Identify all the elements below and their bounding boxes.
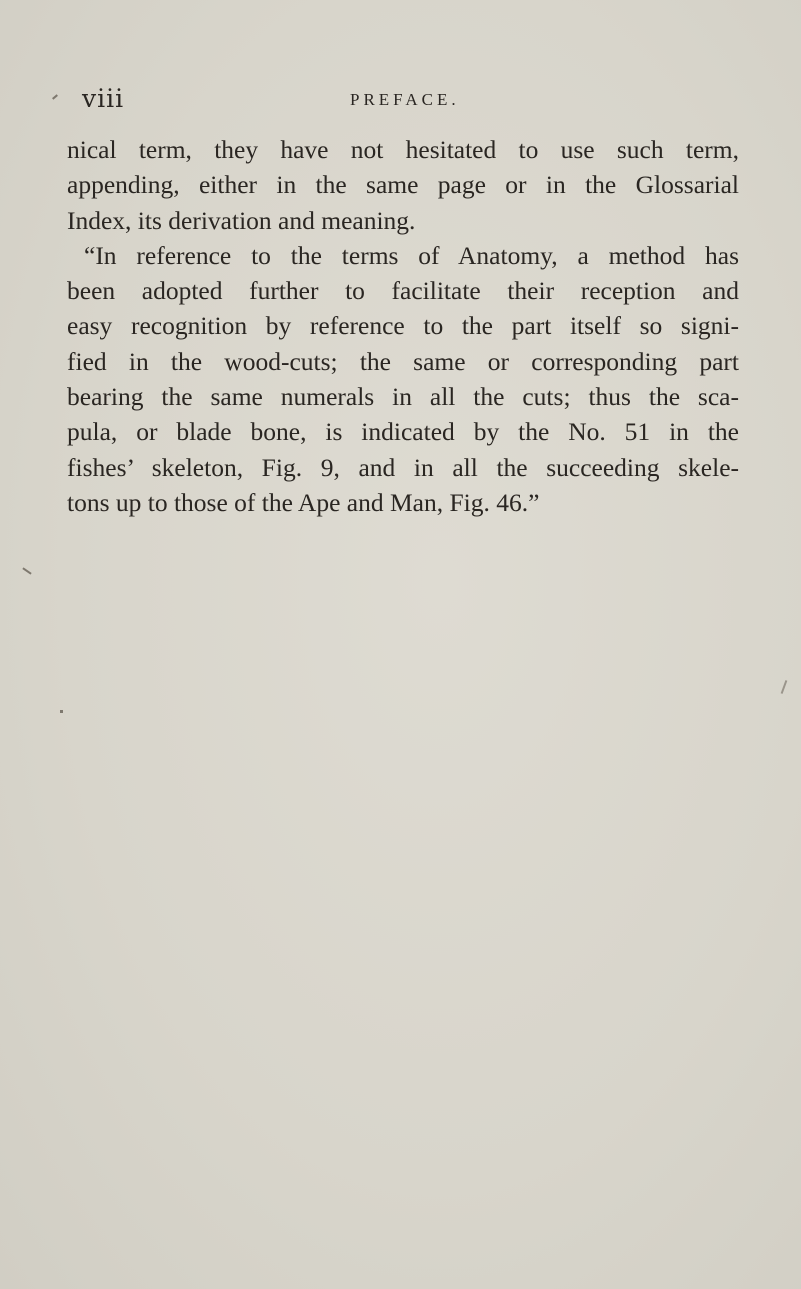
text-line: appending, either in the same page or in the Glossarial — [67, 170, 739, 200]
paper-speck — [22, 567, 31, 574]
paper-speck — [60, 710, 63, 713]
text-line: nical term, they have not hesitated to use such term, — [67, 135, 739, 164]
paper-speck — [781, 680, 788, 694]
text-line: fied in the wood-cuts; the same or corresponding part — [67, 346, 739, 376]
text-line: tons up to those of the Ape and Man, Fig. 46.” — [67, 487, 540, 517]
body-text — [67, 132, 739, 520]
text-line: Index, its derivation and meaning. — [67, 205, 416, 235]
running-head: PREFACE. — [350, 90, 460, 109]
page-number: viii — [82, 84, 125, 113]
text-line: pula, or blade bone, is indicated by the No. 51 in the — [67, 417, 739, 447]
text-line: “In reference to the terms of Anatomy, a method has — [84, 240, 739, 270]
paragraph — [67, 238, 739, 520]
text-line: easy recognition by reference to the part itself so signi- — [67, 311, 739, 341]
text-line: fishes’ skeleton, Fig. 9, and in all the succeeding skele- — [67, 452, 739, 482]
text-line: bearing the same numerals in all the cuts; thus the sca- — [67, 382, 739, 412]
text-line: been adopted further to facilitate their reception and — [67, 276, 739, 306]
paper-speck — [52, 94, 58, 99]
paragraph — [67, 132, 739, 238]
page-header — [82, 84, 722, 114]
